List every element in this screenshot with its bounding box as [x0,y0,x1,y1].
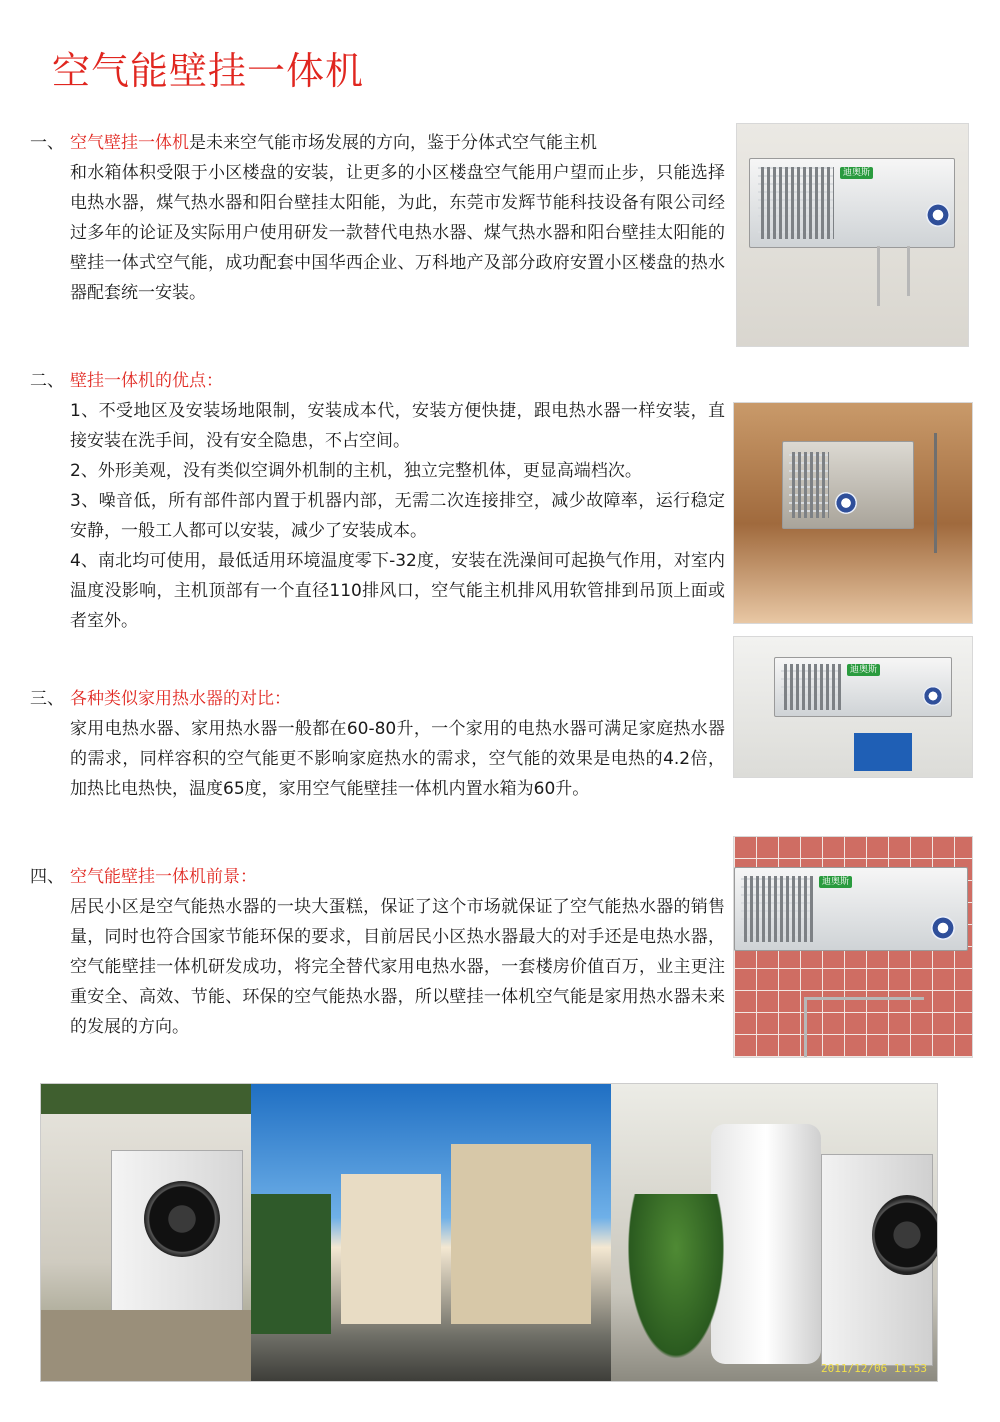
photo-timestamp: 2011/12/06 11:53 [821,1362,927,1375]
wall-unit-photo-1 [736,123,969,347]
pipe-icon [804,997,924,1000]
pipe-icon [907,246,910,296]
fan-icon [872,1195,937,1275]
section-number: 一、 [30,133,64,153]
section-body: 和水箱体积受限于小区楼盘的安装，让更多的小区楼盘空气能用户望而止步，只能选择电热水器，煤气热水器和阳台壁挂太阳能，为此，东莞市发辉节能科技设备有限公司经过多年的论证及实际用户使用研发一款替代电热水器、煤气热水器和阳台壁挂太阳能的壁挂一体式空气能，成功配套中国华西企业、万科地产及部分政府安置小区楼盘的热水器配套统一安装。 [70,163,725,303]
page-title: 空气能壁挂一体机 [52,49,365,93]
grille-icon [758,167,834,239]
badge-icon [931,916,955,940]
section-body: 家用电热水器、家用热水器一般都在60-80升，一个家用的电热水器可满足家庭热水器的需求，同样容积的空气能更不影响家庭热水的需求，空气能的效果是电热的4.2倍，加热比电热快，温度65度，家用空气能壁挂一体机内置水箱为60升。 [70,719,725,799]
ground-icon [41,1310,251,1381]
brand-logo: 迪奥斯 [847,664,880,676]
advantage-item-3: 3、噪音低，所有部件部内置于机器内部，无需二次连接排空，减少故障率，运行稳定安静，一般工人都可以安装，减少了安装成本。 [70,491,725,541]
outdoor-heat-pump-unit-icon [111,1150,243,1312]
section-1-heading-line [30,128,725,158]
section-heading: 空气能壁挂一体机前景： [70,867,257,887]
grille-icon [741,876,813,942]
house-facade-icon [341,1174,441,1324]
wall-mounted-heat-pump-unit-icon [782,441,914,529]
pipe-icon [934,433,937,553]
section-body: 居民小区是空气能热水器的一块大蛋糕，保证了这个市场就保证了空气能热水器的销售量，同时也符合国家节能环保的要求，目前居民小区热水器最大的对手还是电热水器，空气能壁挂一体机研发成功，将完全替代家用电热水器，一套楼房价值百万，业主更注重安全、高效、节能、环保的空气能热水器，所以壁挂一体机空气能是家用热水器未来的发展的方向。 [70,897,725,1037]
section-3-heading-line [30,684,725,714]
pipe-icon [804,997,807,1057]
wall-unit-photo-3 [733,636,973,778]
badge-icon [835,492,857,514]
wall-unit-photo-4 [733,836,973,1058]
outdoor-unit-photo-2 [611,1084,937,1381]
brand-logo: 迪奥斯 [819,876,852,888]
section-4 [30,862,725,1042]
section-3 [30,684,725,804]
section-heading: 壁挂一体机的优点： [70,371,223,391]
section-1 [30,128,725,308]
section-number: 三、 [30,689,64,709]
tree-icon [251,1194,331,1334]
section-2-heading-line [30,366,725,396]
wall-mounted-heat-pump-unit-icon [734,867,968,951]
badge-icon [923,686,943,706]
plant-icon [621,1194,731,1374]
outdoor-unit-photo [41,1084,251,1381]
fan-icon [144,1181,220,1257]
outdoor-heat-pump-unit-icon [821,1154,933,1366]
section-heading: 空气壁挂一体机 [70,133,189,153]
grille-icon [789,452,829,518]
wall-mounted-heat-pump-unit-icon [774,657,952,717]
brand-logo: 迪奥斯 [840,167,873,179]
section-4-heading-line [30,862,725,892]
advantage-item-1: 1、不受地区及安装场地限制，安装成本代，安装方便快捷，跟电热水器一样安装，直接安装在洗手间，没有安全隐患，不占空间。 [70,401,725,451]
section-number: 二、 [30,371,64,391]
house-exterior-icon [251,1084,611,1381]
poster-icon [854,733,912,771]
badge-icon [926,203,950,227]
advantage-item-4: 4、南北均可使用，最低适用环境温度零下-32度，安装在洗澡间可起换气作用，对室内温度没影响，主机顶部有一个直径110排风口，空气能主机排风用软管排到吊顶上面或者室外。 [70,551,725,631]
foliage-icon [41,1084,251,1114]
wall-unit-photo-2 [733,402,973,624]
advantage-item-2: 2、外形美观，没有类似空调外机制的主机，独立完整机体，更显高端档次。 [70,461,642,481]
pipe-icon [877,246,880,306]
house-facade-icon [451,1144,591,1324]
grille-icon [781,664,841,710]
section-2 [30,366,725,636]
section-heading: 各种类似家用热水器的对比： [70,689,291,709]
bottom-photo-collage [40,1083,938,1382]
section-heading-tail: 是未来空气能市场发展的方向，鉴于分体式空气能主机 [189,133,597,153]
wall-mounted-heat-pump-unit-icon [749,158,955,248]
section-number: 四、 [30,867,64,887]
